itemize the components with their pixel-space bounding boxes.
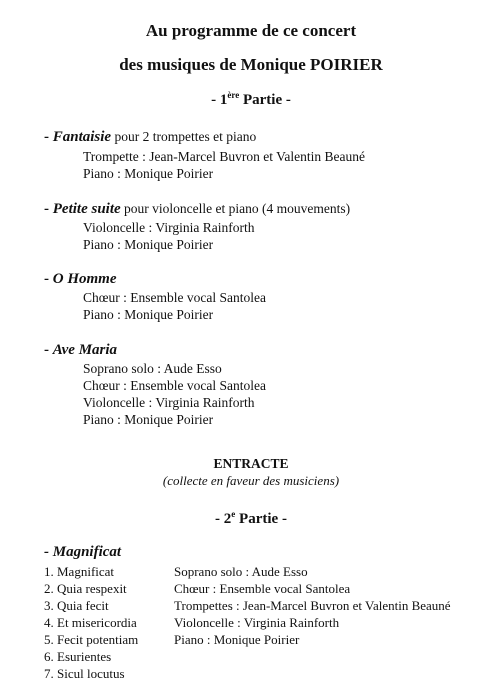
performer-line: Soprano solo : Aude Esso (83, 361, 222, 376)
part-2-superscript: e (231, 509, 236, 519)
work-dash: - (44, 271, 53, 287)
work-description: pour violoncelle et piano (4 mouvements) (120, 201, 351, 216)
movement-item: 6. Esurientes (44, 649, 112, 664)
movement-item: 2. Quia respexit (44, 581, 127, 596)
part-2-suffix: Partie - (235, 511, 287, 527)
performer-line: Trompettes : Jean-Marcel Buvron et Valentin Beauné (174, 598, 451, 613)
performer-line: Violoncelle : Virginia Rainforth (83, 220, 255, 235)
performer-line: Chœur : Ensemble vocal Santolea (83, 378, 266, 393)
performer-line: Chœur : Ensemble vocal Santolea (83, 290, 266, 305)
work-petite-suite (44, 201, 350, 218)
work-ave-maria (44, 342, 117, 359)
entracte-note: (collecte en faveur des musiciens) (162, 473, 340, 488)
movement-item: 1. Magnificat (44, 564, 115, 579)
movement-item: 4. Et misericordia (44, 615, 137, 630)
movement-item: 5. Fecit potentiam (44, 632, 139, 647)
performer-line: Piano : Monique Poirier (174, 632, 300, 647)
performer-line: Piano : Monique Poirier (83, 412, 214, 427)
work-fantaisie (44, 129, 256, 146)
part-2-prefix: - 2 (215, 511, 232, 527)
part-2-heading (0, 511, 502, 528)
program-title-line-1: Au programme de ce concert (145, 21, 357, 40)
work-title: O Homme (52, 271, 117, 287)
part-1-heading (0, 92, 502, 109)
work-o-homme (44, 271, 117, 288)
work-description: pour 2 trompettes et piano (111, 129, 257, 144)
work-dash: - (44, 201, 53, 217)
performer-line: Piano : Monique Poirier (83, 166, 214, 181)
work-title: Ave Maria (52, 342, 118, 358)
part-1-prefix: - 1 (211, 92, 228, 108)
entracte-heading: ENTRACTE (213, 456, 289, 471)
performer-line: Piano : Monique Poirier (83, 237, 214, 252)
movement-item: 7. Sicul locutus (44, 666, 125, 681)
part-1-suffix: Partie - (239, 92, 291, 108)
performer-line: Chœur : Ensemble vocal Santolea (174, 581, 351, 596)
work-title: Fantaisie (52, 129, 112, 145)
performer-line: Trompette : Jean-Marcel Buvron et Valentin Beauné (83, 149, 365, 164)
movement-item: 3. Quia fecit (44, 598, 109, 613)
part-1-superscript: ère (227, 90, 240, 100)
performer-line: Violoncelle : Virginia Rainforth (174, 615, 340, 630)
program-title-line-2: des musiques de Monique POIRIER (119, 55, 383, 74)
work-dash: - (44, 342, 53, 358)
performer-line: Piano : Monique Poirier (83, 307, 214, 322)
work-title: Petite suite (52, 201, 121, 217)
performer-line: Soprano solo : Aude Esso (174, 564, 308, 579)
performer-line: Violoncelle : Virginia Rainforth (83, 395, 255, 410)
work-dash: - (44, 129, 53, 145)
work-magnificat-title: - Magnificat (44, 544, 122, 560)
